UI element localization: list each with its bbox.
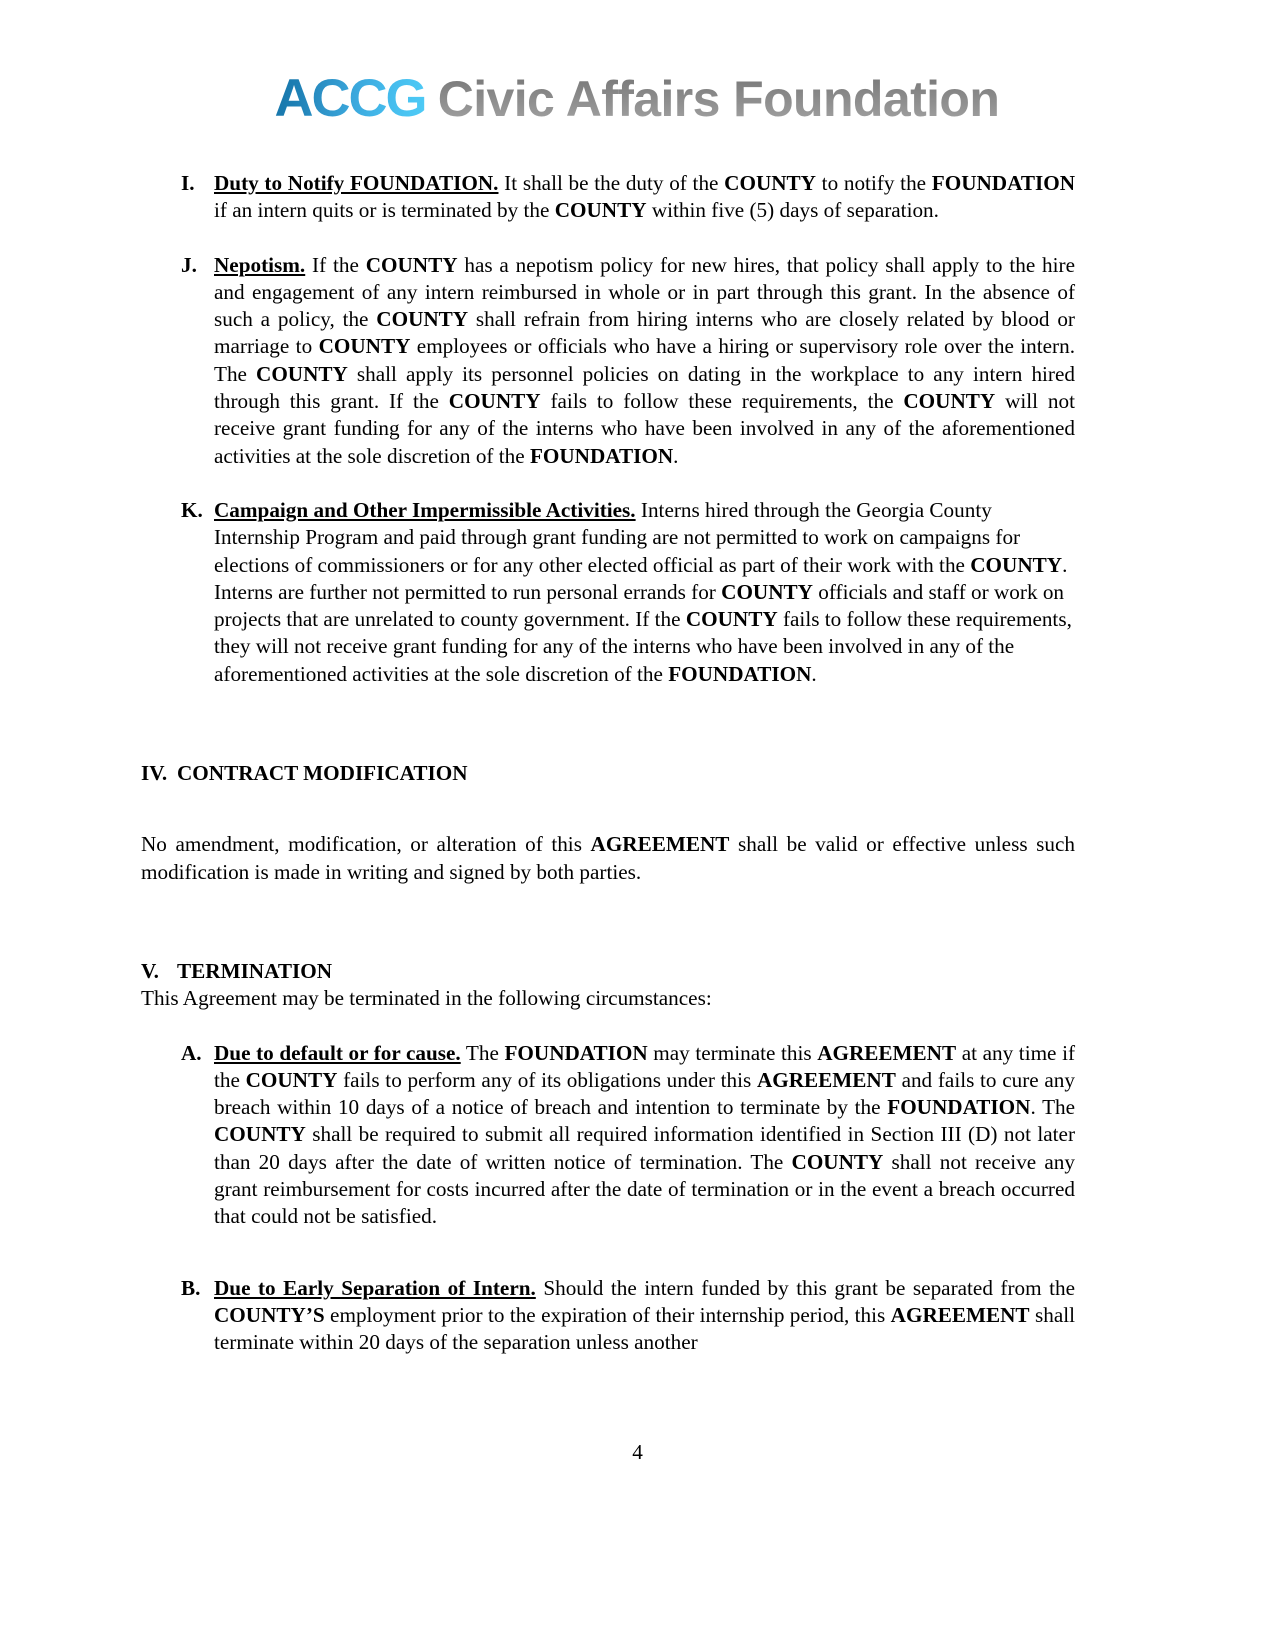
list-item-i (181, 170, 1075, 225)
item-a-t1: The (460, 1040, 505, 1065)
item-j-b2: COUNTY (376, 307, 469, 332)
item-k-lead: Campaign and Other Impermissible Activities. (214, 497, 636, 522)
item-i-lead: Duty to Notify FOUNDATION. (214, 171, 499, 195)
list-item-text (214, 497, 1075, 688)
section-number: V. (141, 958, 159, 983)
item-i-t4: within five (5) days of separation. (646, 198, 939, 223)
item-b-b2: AGREEMENT (890, 1302, 1030, 1327)
item-j-t1: If the (305, 252, 366, 277)
item-j-b6: COUNTY (903, 389, 996, 414)
section-title: CONTRACT MODIFICATION (177, 761, 468, 786)
item-a-b2: AGREEMENT (817, 1040, 957, 1065)
list-marker: I. (181, 171, 195, 195)
list-item-text (214, 170, 1075, 225)
item-j-lead: Nepotism. (214, 252, 306, 277)
spacer (141, 886, 1075, 958)
item-k-t3: officials and staff or work on projects that are unrelated to county government. If the (214, 579, 1065, 632)
item-k-b2: COUNTY (721, 579, 813, 604)
item-k-t2: . Interns are further not permitted to run personal errands for (214, 552, 1068, 604)
list-item-a (181, 1040, 1075, 1231)
item-b-t1: Should the intern funded by this grant be separated from the (535, 1275, 1075, 1300)
list-marker: B. (181, 1275, 201, 1300)
item-a-t8: shall not receive any grant reimbursement for costs incurred after the date of termination or in the event a breach occurred that could not be satisfied. (214, 1149, 1075, 1229)
item-j-b4: COUNTY (256, 361, 348, 386)
item-i-b2: FOUNDATION (931, 171, 1075, 195)
item-i-t2: to notify the (815, 171, 932, 195)
item-k-b1: COUNTY (970, 552, 1063, 577)
spacer (141, 688, 1075, 760)
item-a-t3: at any time if the (214, 1040, 1076, 1092)
item-j-t2: has a nepotism policy for new hires, that policy shall apply to the hire and engagement of any intern reimbursed in whole or in part through this grant. In the absence of such a policy, the (214, 252, 1075, 332)
item-a-t6: . The (1030, 1095, 1076, 1120)
item-a-b3: COUNTY (245, 1067, 338, 1092)
list-marker: A. (181, 1040, 202, 1065)
section-title: TERMINATION (177, 958, 332, 983)
accg-wordmark-icon: ACCG (274, 69, 426, 128)
foundation-name-text: Civic Affairs Foundation (437, 70, 1000, 127)
accg-logo (274, 69, 1000, 128)
item-a-t7: shall be required to submit all required information identified in Section III (D) not later than 20 days after the date of written notice of termination. The (214, 1122, 1075, 1174)
list-marker: J. (181, 252, 197, 277)
spacer (141, 1013, 1075, 1040)
list-item-text (214, 1040, 1075, 1231)
item-b-b1: COUNTY’S (214, 1302, 325, 1327)
item-b-t3: shall terminate within 20 days of the separation unless another (214, 1302, 1075, 1355)
section-heading-iv (141, 760, 1075, 787)
item-k-b3: COUNTY (685, 607, 778, 632)
item-k-t4: fails to follow these requirements, they will not receive grant funding for any of the interns who have been involved in any of the aforementioned activities at the sole discretion of the (214, 607, 1072, 686)
list-item-text (214, 1275, 1075, 1357)
item-j-t7: will not receive grant funding for any of the interns who have been involved in any of the aforementioned activities at the sole discretion of the (214, 389, 1075, 468)
list-item-text (214, 252, 1075, 470)
item-j-t3: shall refrain from hiring interns who are closely related by blood or marriage to (214, 307, 1075, 359)
item-a-t2: may terminate this (647, 1040, 818, 1065)
list-item-k (181, 497, 1075, 688)
item-i-b3: COUNTY (554, 198, 647, 223)
item-k-t1: Interns hired through the Georgia County Internship Program and paid through grant funding are not permitted to work on campaigns for elections of commissioners or for any other elected official as part of their work with the (214, 497, 1021, 577)
item-j-b1: COUNTY (365, 252, 458, 277)
spacer (141, 470, 1075, 497)
item-a-t5: and fails to cure any breach within 10 days of a notice of breach and intention to terminate by the (214, 1067, 1075, 1120)
section-number: IV. (141, 761, 168, 786)
item-i-t3: if an intern quits or is terminated by the (214, 198, 555, 223)
document-header (0, 69, 1275, 128)
item-a-b4: AGREEMENT (756, 1067, 896, 1092)
item-b-lead: Due to Early Separation of Intern. (214, 1275, 536, 1300)
item-j-b5: COUNTY (448, 389, 541, 414)
section-iv-t1: No amendment, modification, or alteration of this (141, 832, 591, 857)
item-i-t1: It shall be the duty of the (498, 171, 725, 195)
section-iv-paragraph (141, 831, 1075, 886)
list-item-b (181, 1275, 1075, 1357)
item-j-t6: fails to follow these requirements, the (540, 389, 904, 414)
item-a-t4: fails to perform any of its obligations under this (337, 1067, 757, 1092)
section-v-intro: This Agreement may be terminated in the following circumstances: (141, 986, 712, 1011)
spacer (141, 787, 1075, 831)
document-body (141, 170, 1075, 1357)
item-a-b5: FOUNDATION (887, 1095, 1031, 1120)
section-iv-t2: shall be valid or effective unless such modification is made in writing and signed by both parties. (141, 832, 1075, 884)
item-a-b1: FOUNDATION (504, 1040, 648, 1065)
item-a-b6: COUNTY (214, 1122, 306, 1147)
item-a-b7: COUNTY (791, 1149, 884, 1174)
page-number: 4 (632, 1440, 643, 1464)
spacer (141, 1231, 1075, 1275)
item-j-b7: FOUNDATION (529, 443, 674, 468)
item-i-b1: COUNTY (724, 171, 816, 195)
section-heading-v (141, 958, 1075, 985)
item-a-lead: Due to default or for cause. (214, 1040, 461, 1065)
item-j-t8: . (673, 443, 679, 468)
item-j-b3: COUNTY (318, 334, 411, 359)
list-item-j (181, 252, 1075, 470)
list-marker: K. (181, 497, 203, 522)
item-k-b4: FOUNDATION (668, 661, 812, 686)
item-j-t4: employees or officials who have a hiring or supervisory role over the intern. The (214, 334, 1075, 386)
spacer (141, 225, 1075, 252)
item-j-t5: shall apply its personnel policies on dating in the workplace to any intern hired through this grant. If the (214, 361, 1075, 414)
item-b-t2: employment prior to the expiration of their internship period, this (324, 1302, 891, 1327)
item-k-t5: . (811, 661, 817, 686)
section-iv-b1: AGREEMENT (590, 832, 730, 857)
